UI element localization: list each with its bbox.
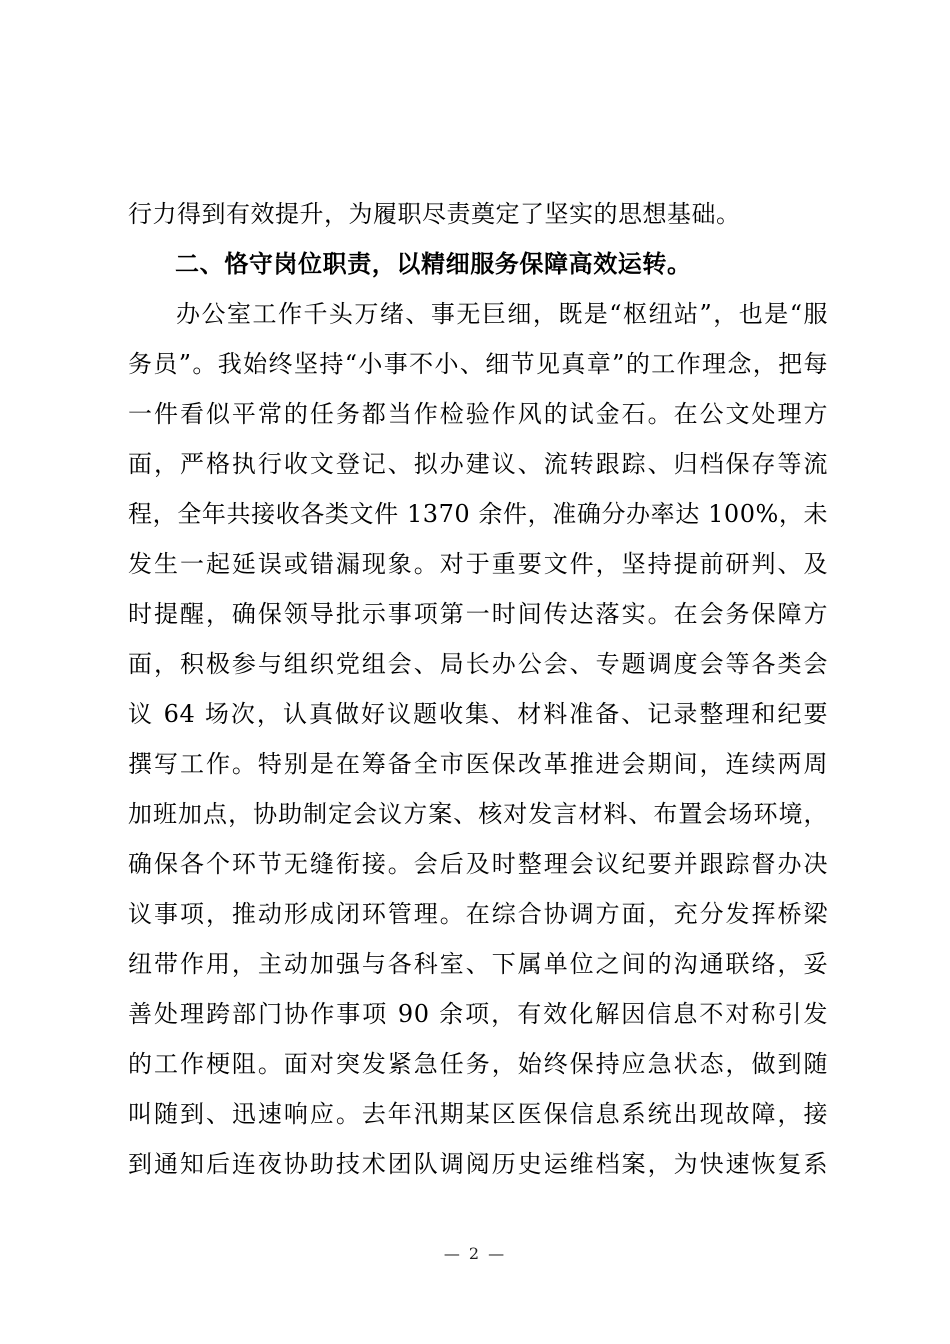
- paragraph-line: 发生一起延误或错漏现象。对于重要文件，坚持提前研判、及: [128, 550, 828, 578]
- section-heading: 二、恪守岗位职责，以精细服务保障高效运转。: [175, 250, 692, 278]
- body-text: [128, 189, 828, 1189]
- paragraph-line: 办公室工作千头万绪、事无巨细，既是“枢纽站”，也是“服: [176, 300, 828, 328]
- paragraph-line: 议事项，推动形成闭环管理。在综合协调方面，充分发挥桥梁: [128, 900, 828, 928]
- paragraph-line: 时提醒，确保领导批示事项第一时间传达落实。在会务保障方: [128, 600, 828, 628]
- paragraph-line: 程，全年共接收各类文件 1370 余件，准确分办率达 100%，未: [128, 500, 828, 528]
- page-number: — 2 —: [443, 1244, 507, 1263]
- paragraph-line: 议 64 场次，认真做好议题收集、材料准备、记录整理和纪要: [128, 700, 828, 728]
- paragraph-line: 行力得到有效提升，为履职尽责奠定了坚实的思想基础。: [128, 200, 741, 228]
- paragraph-line: 到通知后连夜协助技术团队调阅历史运维档案，为快速恢复系: [128, 1150, 828, 1178]
- paragraph-line: 叫随到、迅速响应。去年汛期某区医保信息系统出现故障，接: [128, 1100, 828, 1128]
- paragraph-line: 加班加点，协助制定会议方案、核对发言材料、布置会场环境，: [128, 800, 828, 828]
- paragraph-line: 一件看似平常的任务都当作检验作风的试金石。在公文处理方: [128, 400, 828, 428]
- paragraph-line: 纽带作用，主动加强与各科室、下属单位之间的沟通联络，妥: [128, 950, 828, 978]
- paragraph-line: 撰写工作。特别是在筹备全市医保改革推进会期间，连续两周: [128, 750, 828, 778]
- paragraph-line: 面，积极参与组织党组会、局长办公会、专题调度会等各类会: [128, 650, 828, 678]
- paragraph-line: 的工作梗阻。面对突发紧急任务，始终保持应急状态，做到随: [128, 1050, 828, 1078]
- paragraph-line: 务员”。我始终坚持“小事不小、细节见真章”的工作理念，把每: [128, 350, 828, 378]
- paragraph-line: 善处理跨部门协作事项 90 余项，有效化解因信息不对称引发: [128, 1000, 828, 1028]
- paragraph-line: 确保各个环节无缝衔接。会后及时整理会议纪要并跟踪督办决: [128, 850, 828, 878]
- paragraph-line: 面，严格执行收文登记、拟办建议、流转跟踪、归档保存等流: [128, 450, 828, 478]
